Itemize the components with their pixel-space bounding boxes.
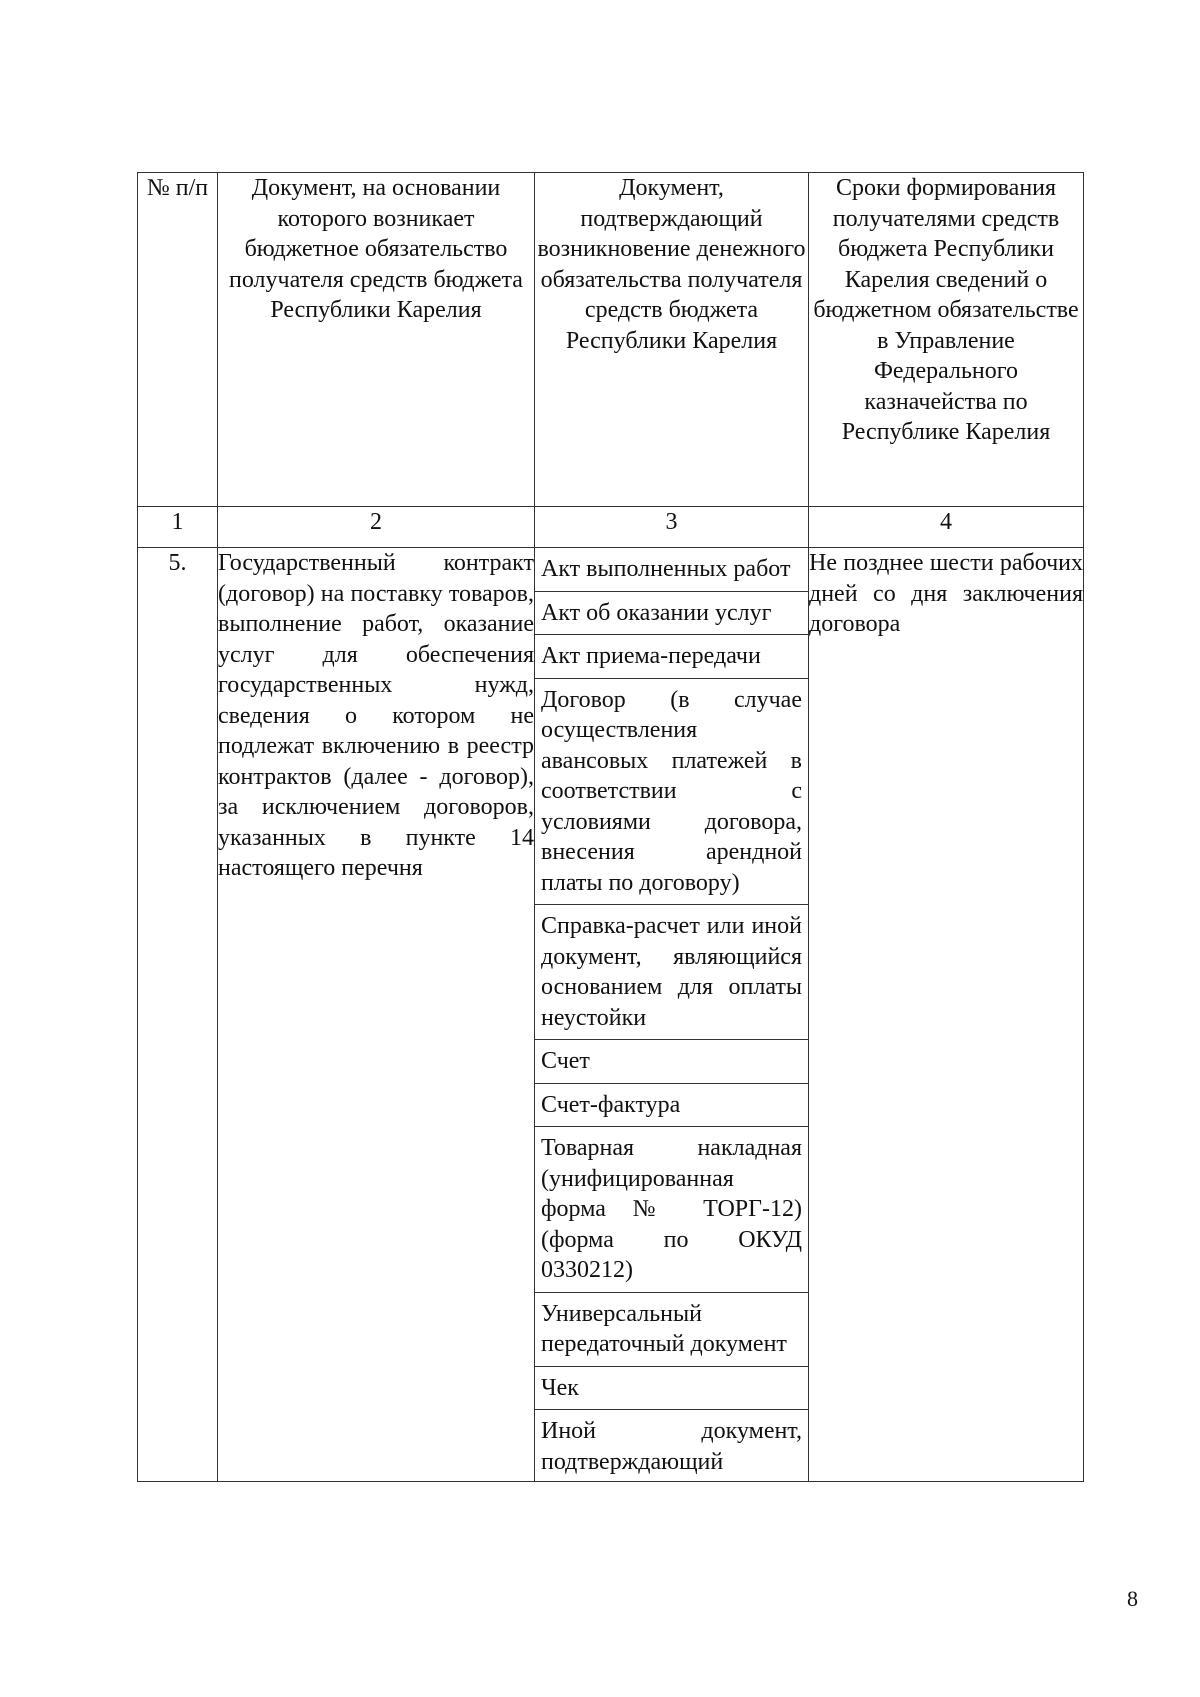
confirming-document-item: Счет	[535, 1040, 808, 1084]
confirming-document-item: Универсальный передаточный документ	[535, 1293, 808, 1367]
column-numbers-row	[138, 507, 1084, 548]
header-number: № п/п	[138, 173, 218, 507]
column-number-4: 4	[809, 507, 1084, 548]
confirming-document-item: Чек	[535, 1367, 808, 1411]
confirming-document-item: Счет-фактура	[535, 1084, 808, 1128]
confirming-document-item: Акт приема-передачи	[535, 635, 808, 679]
deadline-cell: Не позднее шести рабочих дней со дня заключения договора	[809, 548, 1084, 1482]
confirming-document-item: Иной документ, подтверждающий	[541, 1418, 802, 1475]
confirming-document-item: Справка-расчет или иной документ, являющийся основанием для оплаты неустойки	[535, 905, 808, 1040]
table-row	[138, 548, 1084, 1482]
header-deadline: Сроки формирования получателями средств бюджета Республики Карелия сведений о бюджетном обязательстве в Управление Федерального казначейства по Республике Карелия	[809, 173, 1084, 507]
header-basis-document: Документ, на основании которого возникает бюджетное обязательство получателя средств бюджета Республики Карелия	[218, 173, 535, 507]
confirming-document-item: Договор (в случае осуществления авансовых платежей в соответствии с условиями договора, внесения арендной платы по договору)	[535, 679, 808, 906]
column-number-1: 1	[138, 507, 218, 548]
confirming-documents-cell	[535, 548, 809, 1482]
page-number: 8	[1127, 1586, 1138, 1611]
row-number: 5.	[138, 548, 218, 1482]
confirming-document-item: Акт выполненных работ	[535, 548, 808, 592]
column-number-3: 3	[535, 507, 809, 548]
budget-obligations-table	[137, 172, 1084, 1482]
confirming-document-item: Акт об оказании услуг	[535, 592, 808, 636]
confirming-document-item: Товарная накладная (унифицированная форма № ТОРГ-12) (форма по ОКУД 0330212)	[535, 1127, 808, 1293]
header-confirming-document: Документ, подтверждающий возникновение денежного обязательства получателя средств бюджета Республики Карелия	[535, 173, 809, 507]
table-header-row	[138, 173, 1084, 507]
basis-document-cell: Государственный контракт (договор) на поставку товаров, выполнение работ, оказание услуг для обеспечения государственных нужд, сведения о котором не подлежат включению в реестр контрактов (далее - договор), за исключением договоров, указанных в пункте 14 настоящего перечня	[218, 548, 535, 1482]
column-number-2: 2	[218, 507, 535, 548]
